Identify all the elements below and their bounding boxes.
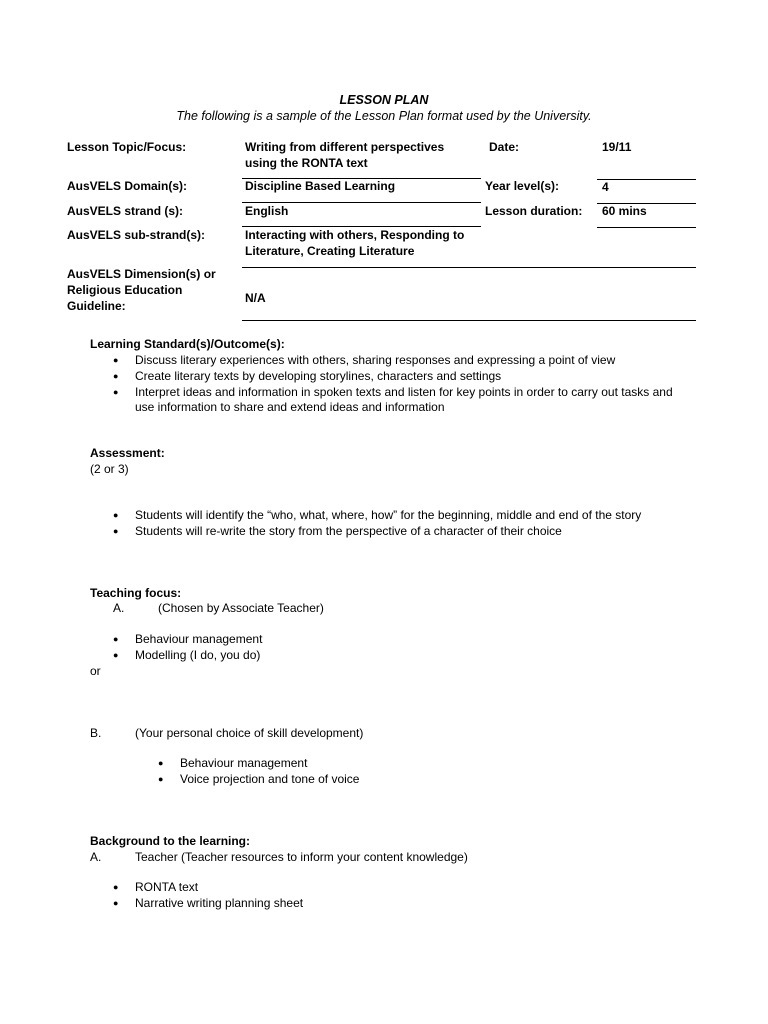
- background-list: [90, 880, 490, 912]
- strand-value: English: [245, 204, 289, 218]
- document-title: LESSON PLAN: [339, 93, 429, 107]
- list-item: ● Voice projection and tone of voice: [135, 772, 535, 788]
- substrand-value-line-2: Literature, Creating Literature: [245, 244, 415, 258]
- year-label: Year level(s):: [485, 179, 560, 193]
- list-item: ● Discuss literary experiences with others, sharing responses and expressing a point of view: [90, 353, 690, 369]
- learning-list: [90, 353, 690, 416]
- date-underline: [597, 179, 696, 180]
- teaching-heading: Teaching focus:: [90, 586, 182, 600]
- date-value: 19/11: [602, 140, 632, 154]
- dimension-label-line-2: Religious Education: [67, 283, 183, 297]
- list-item: ● RONTA text: [90, 880, 490, 896]
- duration-underline: [597, 227, 696, 228]
- teaching-b-marker: B.: [90, 726, 102, 740]
- list-item: ● Students will re-write the story from the perspective of a character of their choice: [90, 524, 710, 540]
- teaching-b-text: (Your personal choice of skill development): [135, 726, 364, 740]
- date-label: Date:: [489, 140, 520, 154]
- list-item: ● Behaviour management: [90, 632, 490, 648]
- topic-label: Lesson Topic/Focus:: [67, 140, 187, 154]
- substrand-value-line-1: Interacting with others, Responding to: [245, 228, 465, 242]
- list-item: ● Narrative writing planning sheet: [90, 896, 490, 912]
- dimension-label-line-1: AusVELS Dimension(s) or: [67, 267, 216, 281]
- teaching-a-text: (Chosen by Associate Teacher): [158, 601, 324, 615]
- teaching-b-list: [135, 756, 535, 788]
- list-item: ● Behaviour management: [135, 756, 535, 772]
- background-heading: Background to the learning:: [90, 834, 251, 848]
- assessment-heading: Assessment:: [90, 446, 165, 460]
- topic-value-line-2: using the RONTA text: [245, 156, 368, 170]
- domain-label: AusVELS Domain(s):: [67, 179, 188, 193]
- list-item: ● Interpret ideas and information in spoken texts and listen for key points in order to carry out tasks and use information to share and extend ideas and information: [90, 385, 690, 417]
- learning-heading: Learning Standard(s)/Outcome(s):: [90, 337, 285, 351]
- dimension-label-line-3: Guideline:: [67, 299, 126, 313]
- background-a-marker: A.: [90, 850, 102, 864]
- teaching-a-marker: A.: [113, 601, 125, 615]
- teaching-or: or: [90, 664, 101, 678]
- background-a-text: Teacher (Teacher resources to inform your content knowledge): [135, 850, 468, 864]
- strand-label: AusVELS strand (s):: [67, 204, 184, 218]
- substrand-underline: [242, 267, 696, 268]
- strand-underline: [242, 226, 481, 227]
- dimension-underline: [242, 320, 696, 321]
- assessment-note: (2 or 3): [90, 462, 129, 476]
- assessment-list: [90, 508, 710, 540]
- domain-underline: [242, 202, 481, 203]
- list-item: ● Modelling (I do, you do): [90, 648, 490, 664]
- domain-value: Discipline Based Learning: [245, 179, 396, 193]
- document-subtitle: The following is a sample of the Lesson Plan format used by the University.: [176, 109, 592, 123]
- year-value: 4: [602, 180, 609, 194]
- topic-value-line-1: Writing from different perspectives: [245, 140, 445, 154]
- duration-label: Lesson duration:: [485, 204, 583, 218]
- dimension-value: N/A: [245, 291, 266, 305]
- list-item: ● Students will identify the “who, what, where, how” for the beginning, middle and end of the story: [90, 508, 710, 524]
- teaching-a-list: [90, 632, 490, 664]
- list-item: ● Create literary texts by developing storylines, characters and settings: [90, 369, 690, 385]
- substrand-label: AusVELS sub-strand(s):: [67, 228, 206, 242]
- duration-value: 60 mins: [602, 204, 647, 218]
